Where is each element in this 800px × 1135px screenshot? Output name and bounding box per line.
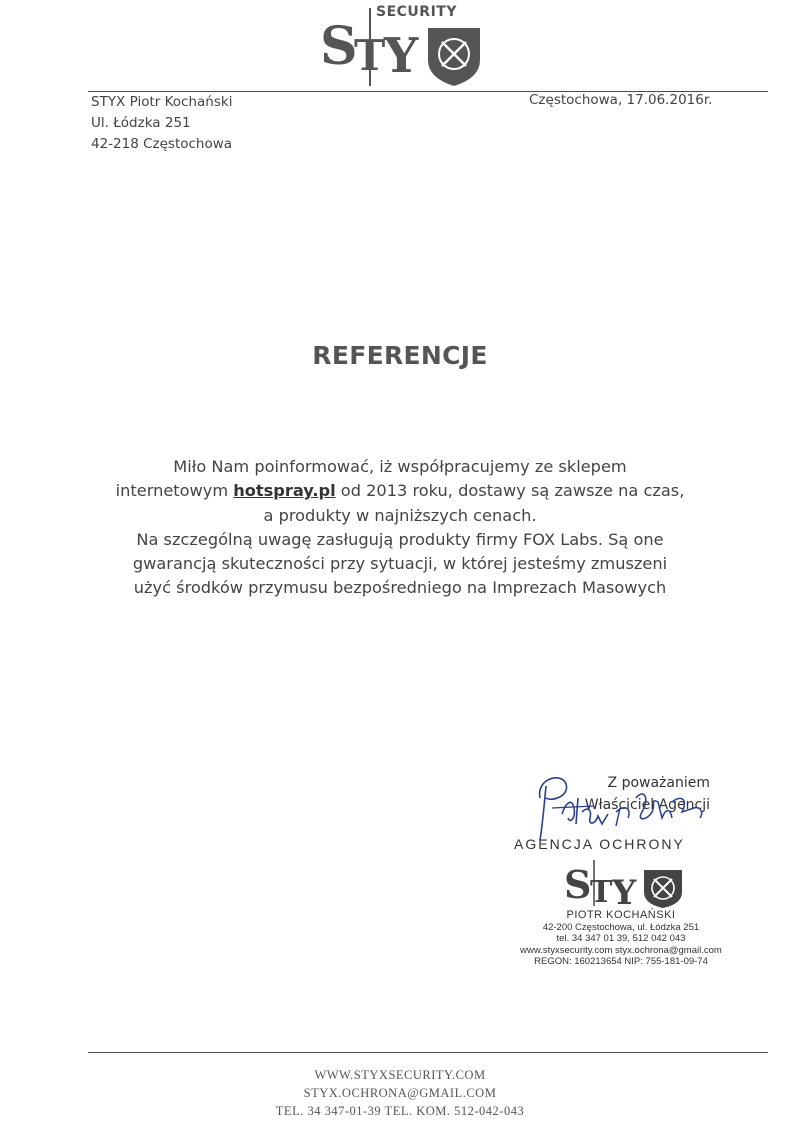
body-text-segment: internetowym: [115, 481, 234, 501]
closing-greeting: Z poważaniem: [607, 775, 710, 791]
svg-text:S: S: [320, 16, 358, 77]
body-line: użyć środków przymusu bezpośredniego na Imprezach Masowych: [133, 578, 667, 598]
letter-date: Częstochowa, 17.06.2016r.: [529, 92, 713, 108]
handwritten-signature: [532, 768, 712, 846]
footer-email: STYX.OCHRONA@GMAIL.COM: [303, 1086, 497, 1100]
svg-text:T: T: [354, 31, 386, 80]
styx-security-logo: [318, 2, 486, 88]
hotspray-link[interactable]: hotspray.pl: [233, 481, 336, 501]
footer-divider: [88, 1052, 768, 1053]
sender-street: Ul. Łódzka 251: [91, 115, 191, 131]
closing-role: Właściciel Agencji: [584, 797, 710, 813]
document-title: REFERENCJE: [312, 341, 488, 370]
footer-website: WWW.STYXSECURITY.COM: [314, 1068, 486, 1082]
stamp-owner-name: PIOTR KOCHAŃSKI: [566, 909, 676, 921]
stamp-address: 42-200 Częstochowa, ul. Łódzka 251: [542, 921, 700, 933]
svg-text:SECURITY: SECURITY: [376, 4, 457, 20]
sender-name: STYX Piotr Kochański: [91, 94, 233, 110]
svg-text:Y: Y: [384, 28, 419, 84]
svg-text:S: S: [564, 862, 592, 907]
body-line: [60, 479, 740, 503]
stamp-styx-logo: [560, 856, 690, 908]
svg-text:Y: Y: [612, 873, 637, 908]
stamp-agency-title: AGENCJA OCHRONY: [514, 836, 685, 852]
body-line: Na szczególną uwagę zasługują produkty firmy FOX Labs. Są one: [136, 529, 664, 549]
body-line: a produkty w najniższych cenach.: [263, 505, 537, 525]
body-text-segment: od 2013 roku, dostawy są zawsze na czas,: [335, 481, 685, 501]
footer-contact: [0, 1066, 800, 1120]
sender-city: 42-218 Częstochowa: [91, 136, 233, 152]
stamp-registration: REGON: 160213654 NIP: 755-181-09-74: [534, 956, 708, 967]
sender-address: [91, 92, 232, 155]
body-line: Miło Nam poinformować, iż współpracujemy ze sklepem: [173, 457, 627, 476]
stamp-details: [506, 910, 736, 968]
svg-text:T: T: [590, 875, 613, 908]
body-line: gwarancją skuteczności przy sytuacji, w której jesteśmy zmuszeni: [132, 554, 668, 574]
letter-body: [60, 455, 740, 601]
footer-phones: TEL. 34 347-01-39 TEL. KOM. 512-042-043: [275, 1104, 525, 1118]
stamp-web-email: www.styxsecurity.com styx.ochrona@gmail.com: [520, 944, 722, 956]
stamp-phone: tel. 34 347 01 39, 512 042 043: [556, 933, 686, 944]
